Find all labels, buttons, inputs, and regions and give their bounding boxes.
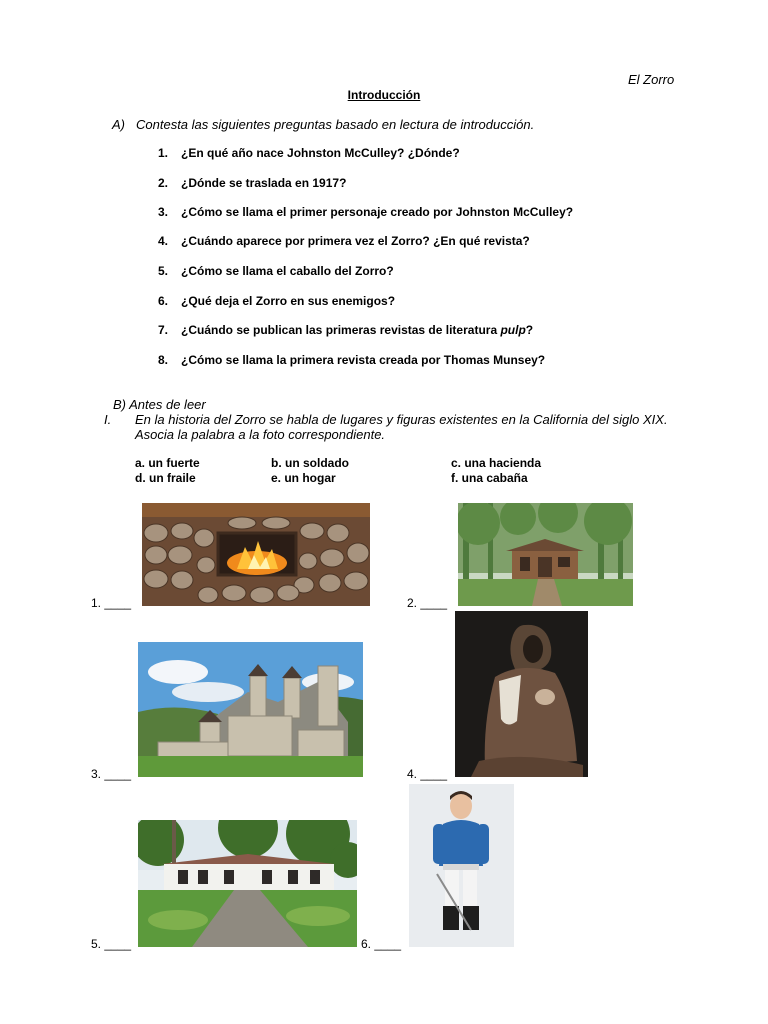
option-f: f. una cabaña bbox=[451, 471, 528, 485]
question-item: 8. ¿Cómo se llama la primera revista creada por Thomas Munsey? bbox=[158, 353, 546, 367]
section-b-roman: I. bbox=[104, 412, 112, 427]
photo-label: 1. ____ bbox=[91, 596, 132, 610]
fireplace-photo bbox=[142, 503, 370, 606]
question-item: 7. ¿Cuándo se publican las primeras revistas de literatura pulp? bbox=[158, 323, 534, 337]
photo-label: 4. ____ bbox=[407, 767, 448, 781]
option-c: c. una hacienda bbox=[451, 456, 542, 470]
section-title: Introducción bbox=[347, 88, 421, 102]
option-a: a. un fuerte bbox=[135, 456, 200, 470]
question-item: 4. ¿Cuándo aparece por primera vez el Zorro? ¿En qué revista? bbox=[158, 234, 530, 248]
photo-label: 5. ____ bbox=[91, 937, 132, 951]
option-b: b. un soldado bbox=[271, 456, 349, 470]
question-item: 1. ¿En qué año nace Johnston McCulley? ¿Dónde? bbox=[158, 146, 460, 160]
section-b-instruction: En la historia del Zorro se habla de lugares y figuras existentes en la California del siglo XIX. Asocia la palabra a la foto correspondiente. bbox=[135, 412, 668, 442]
section-b-title: B) Antes de leer bbox=[113, 397, 206, 412]
photo-label: 3. ____ bbox=[91, 767, 132, 781]
section-a-letter: A) bbox=[112, 117, 125, 132]
option-e: e. un hogar bbox=[271, 471, 336, 485]
question-item: 3. ¿Cómo se llama el primer personaje creado por Johnston McCulley? bbox=[158, 205, 574, 219]
question-item: 6. ¿Qué deja el Zorro en sus enemigos? bbox=[158, 294, 396, 308]
photo-label: 2. ____ bbox=[407, 596, 448, 610]
hacienda-photo bbox=[138, 820, 357, 947]
section-a-instruction bbox=[112, 117, 534, 132]
photo-label: 6. ____ bbox=[361, 937, 402, 951]
course-title: El Zorro bbox=[628, 72, 675, 87]
cabin-photo bbox=[458, 503, 633, 606]
soldier-figure-photo bbox=[409, 784, 514, 947]
castle-photo bbox=[138, 642, 363, 777]
friar-photo bbox=[455, 611, 588, 777]
section-a-text: Contesta las siguientes preguntas basado en lectura de introducción. bbox=[136, 117, 535, 132]
question-item: 2. ¿Dónde se traslada en 1917? bbox=[158, 176, 347, 190]
question-item: 5. ¿Cómo se llama el caballo del Zorro? bbox=[158, 264, 394, 278]
option-d: d. un fraile bbox=[135, 471, 196, 485]
